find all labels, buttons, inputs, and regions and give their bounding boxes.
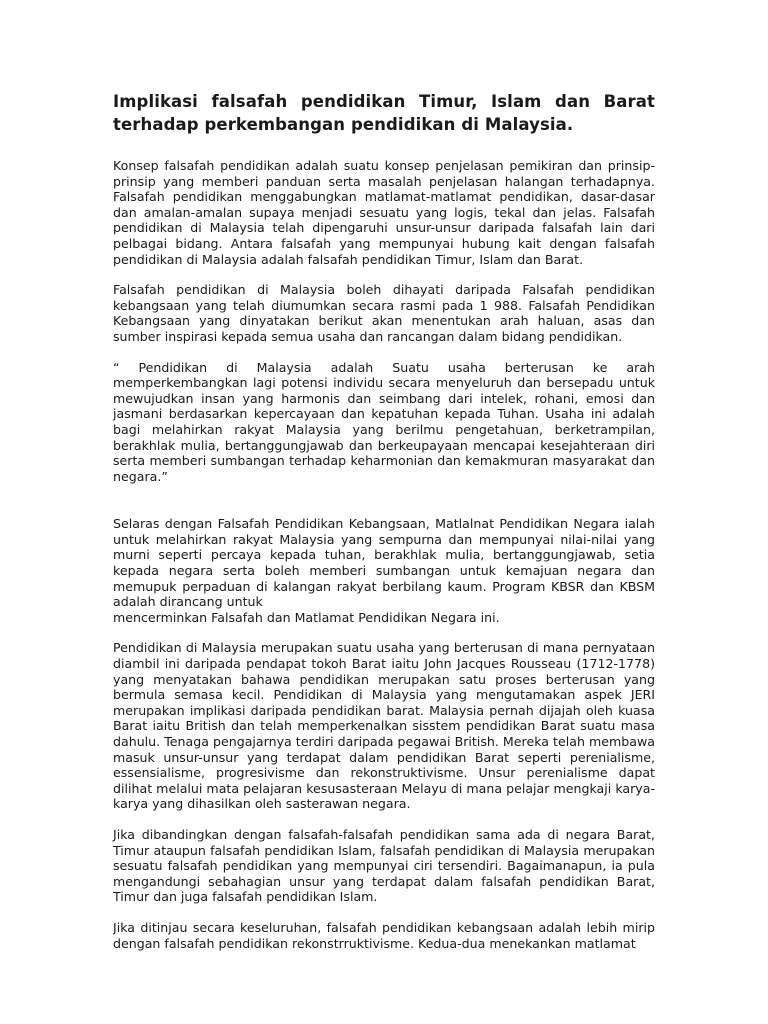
paragraph-konsep: Konsep falsafah pendidikan adalah suatu konsep penjelasan pemikiran dan prinsip-prinsip yang memberi panduan serta masalah penjelasan halangan terhadapnya. Falsafah pendidikan menggabungkan matlamat-matlamat pendidikan, dasar-dasar dan amalan-amalan supaya menjadi sesuatu yang logis, tekal dan jelas. Falsafah pendidikan di Malaysia telah dipengaruhi unsur-unsur daripada falsafah lain dari pelbagai bidang. Antara falsafah yang mempunyai hubung kait dengan falsafah pendidikan di Malaysia adalah falsafah pendidikan Timur, Islam dan Barat.: [113, 158, 655, 267]
paragraph-matlamat-negara-end: mencerminkan Falsafah dan Matlamat Pendidikan Negara ini.: [113, 609, 500, 625]
paragraph-pengaruh-barat: Pendidikan di Malaysia merupakan suatu usaha yang berterusan di mana pernyataan diambil ini daripada pendapat tokoh Barat iaitu John Jacques Rousseau (1712-1778) yang menyatakan bahawa pendidikan merupakan satu proses berterusan yang bermula semasa kecil. Pendidikan di Malaysia yang mengutamakan aspek JERI merupakan implikasi daripada pendidikan barat. Malaysia pernah dijajah oleh kuasa Barat iaitu British dan telah memperkenalkan sisstem pendidikan Barat suatu masa dahulu. Tenaga pengajarnya terdiri daripada pegawai British. Mereka telah membawa masuk unsur-unsur yang terdapat dalam pendidikan Barat seperti perenialisme, essensialisme, progresivisme dan rekonstruktivisme. Unsur perenialisme dapat dilihat melalui mata pelajaran kesusasteraan Melayu di mana pelajar mengkaji karya-karya yang dihasilkan oleh sasterawan negara.: [113, 640, 655, 812]
paragraph-fpk-quote: “ Pendidikan di Malaysia adalah Suatu usaha berterusan ke arah memperkembangkan lagi potensi individu secara menyeluruh dan bersepadu untuk mewujudkan insan yang harmonis dan seimbang dari intelek, rohani, emosi dan jasmani berdasarkan kepercayaan dan kepatuhan kepada Tuhan. Usaha ini adalah bagi melahirkan rakyat Malaysia yang berilmu pengetahuan, berketrampilan, berakhlak mulia, bertanggungjawab dan berkeupayaan mencapai kesejahteraan diri serta memberi sumbangan terhadap keharmonian dan kemakmuran masyarakat dan negara.”: [113, 359, 655, 484]
document-title: Implikasi falsafah pendidikan Timur, Islam dan Barat terhadap perkembangan pendidikan di Malaysia.: [113, 92, 655, 134]
paragraph-matlamat-negara: Selaras dengan Falsafah Pendidikan Kebangsaan, Matlalnat Pendidikan Negara ialah untuk melahirkan rakyat Malaysia yang sempurna dan mempunyai nilai-nilai yang murni seperti percaya kepada tuhan, berakhlak mulia, bertanggungjawab, setia kepada negara serta boleh memberi sumbangan untuk kemajuan negara dan memupuk perpaduan di kalangan rakyat berbilang kaum. Program KBSR dan KBSM adalah dirancang untuk: [113, 516, 655, 610]
document-page: [113, 90, 655, 951]
paragraph-falsafah-kebangsaan: Falsafah pendidikan di Malaysia boleh dihayati daripada Falsafah pendidikan kebangsaan yang telah diumumkan secara rasmi pada 1 988. Falsafah Pendidikan Kebangsaan yang dinyatakan berikut akan menentukan arah haluan, asas dan sumber inspirasi kepada semua usaha dan rancangan dalam bidang pendidikan.: [113, 282, 655, 344]
paragraph-perbandingan: Jika dibandingkan dengan falsafah-falsafah pendidikan sama ada di negara Barat, Timur ataupun falsafah pendidikan Islam, falsafah pendidikan di Malaysia merupakan sesuatu falsafah pendidikan yang mempunyai ciri tersendiri. Bagaimanapun, ia pula mengandungi sebahagian unsur yang terdapat dalam falsafah pendidikan Barat, Timur dan juga falsafah pendidikan Islam.: [113, 826, 655, 905]
paragraph-rekonstruktivisme: Jika ditinjau secara keseluruhan, falsafah pendidikan kebangsaan adalah lebih mirip dengan falsafah pendidikan rekonstrruktivisme. Kedua-dua menekankan matlamat: [113, 919, 655, 951]
